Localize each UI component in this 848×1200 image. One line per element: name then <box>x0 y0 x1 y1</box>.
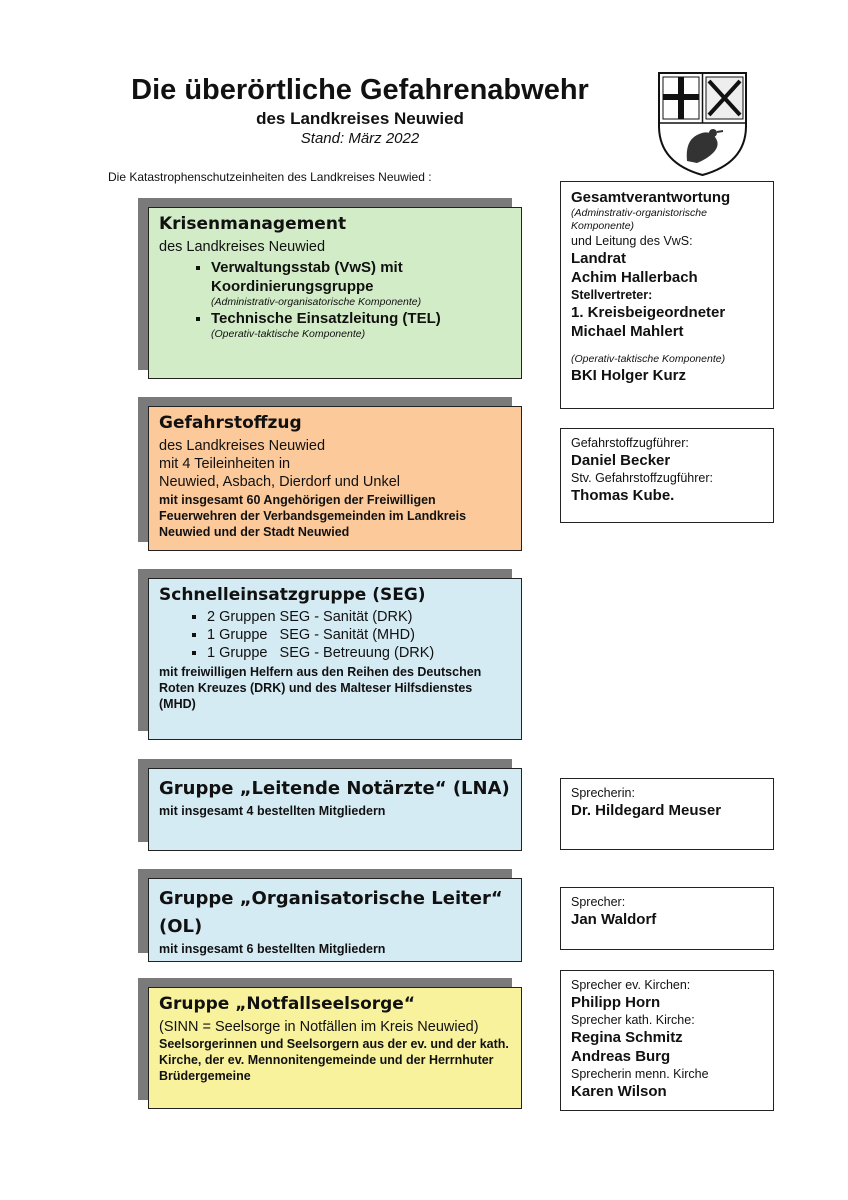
contact-name: Philipp Horn <box>571 994 661 1011</box>
contact-role: 1. Kreisbeigeordneter <box>571 304 726 321</box>
contact-note: (Operativ-taktische Komponente) <box>571 353 726 365</box>
contact-name: Dr. Hildegard Meuser <box>571 802 722 819</box>
contact-name: Karen Wilson <box>571 1083 667 1100</box>
status-date: Stand: März 2022 <box>300 130 420 147</box>
contact-name: Daniel Becker <box>571 452 671 469</box>
contact-gefahrstoffzug <box>560 428 774 523</box>
unit-subtitle: (SINN = Seelsorge in Notfällen im Kreis Neuwied) <box>159 1019 479 1035</box>
list-item <box>211 309 511 341</box>
contact-ol <box>560 887 774 950</box>
unit-title: Gruppe „Organisatorische Leiter“ (OL) <box>159 888 503 937</box>
contact-label: Sprecher kath. Kirche: <box>571 1013 695 1027</box>
list-item-label: Technische Einsatzleitung (TEL) <box>211 310 441 327</box>
unit-line: mit 4 Teileinheiten in <box>159 456 291 472</box>
unit-seg <box>148 578 522 740</box>
list-item: ▪ 2 Gruppen SEG - Sanität (DRK) <box>207 608 511 626</box>
list-item <box>211 258 511 309</box>
contact-name: Andreas Burg <box>571 1048 671 1065</box>
list-item-note: (Operativ-taktische Komponente) <box>211 328 366 340</box>
contact-label: Stv. Gefahrstoffzugführer: <box>571 471 713 485</box>
contact-label: Stellvertreter: <box>571 288 653 302</box>
unit-line: des Landkreises Neuwied <box>159 438 326 454</box>
page-title: Die überörtliche Gefahrenabwehr <box>131 74 589 106</box>
unit-title: Gruppe „Notfallseelsorge“ <box>159 994 416 1014</box>
unit-subtitle: des Landkreises Neuwied <box>159 239 326 255</box>
coat-of-arms-icon <box>657 71 748 177</box>
contact-label: Sprecherin: <box>571 786 635 800</box>
unit-title: Schnelleinsatzgruppe (SEG) <box>159 585 426 605</box>
contact-label: Sprecherin menn. Kirche <box>571 1067 709 1081</box>
unit-description: mit freiwilligen Helfern aus den Reihen des Deutschen Roten Kreuzes (DRK) und des Malteser Hilfsdienstes (MHD) <box>159 665 482 711</box>
unit-title: Krisenmanagement <box>159 214 347 234</box>
unit-title: Gruppe „Leitende Notärzte“ (LNA) <box>159 778 510 799</box>
intro-text: Die Katastrophenschutzeinheiten des Landkreises Neuwied : <box>108 170 432 184</box>
unit-description: Seelsorgerinnen und Seelsorgern aus der ev. und der kath. Kirche, der ev. Mennonitengemeinde und der Herrnhuter Brüdergemeine <box>159 1037 509 1083</box>
list-item: ▪ 1 Gruppe SEG - Betreuung (DRK) <box>207 644 511 662</box>
contact-name: BKI Holger Kurz <box>571 367 687 384</box>
list-item: ▪ 1 Gruppe SEG - Sanität (MHD) <box>207 626 511 644</box>
unit-description: mit insgesamt 60 Angehörigen der Freiwilligen Feuerwehren der Verbandsgemeinden im Landkreis Neuwied und der Stadt Neuwied <box>159 493 467 539</box>
contact-name: Regina Schmitz <box>571 1029 683 1046</box>
unit-notfallseelsorge <box>148 987 522 1109</box>
unit-ol <box>148 878 522 962</box>
unit-gefahrstoffzug <box>148 406 522 551</box>
list-item-note: (Administrativ-organisatorische Komponente) <box>211 296 422 308</box>
unit-lna <box>148 768 522 851</box>
contact-notfallseelsorge <box>560 970 774 1111</box>
contact-name: Michael Mahlert <box>571 323 684 340</box>
unit-krisenmanagement <box>148 207 522 379</box>
unit-title: Gefahrstoffzug <box>159 413 302 433</box>
contact-label: Gefahrstoffzugführer: <box>571 436 689 450</box>
contact-label: Sprecher: <box>571 895 626 909</box>
contact-label: Sprecher ev. Kirchen: <box>571 978 691 992</box>
list-item-label: Verwaltungsstab (VwS) mit Koordinierungsgruppe <box>211 259 403 295</box>
contact-role: Landrat <box>571 250 627 267</box>
contact-name: Thomas Kube. <box>571 487 675 504</box>
contact-gesamtverantwortung <box>560 181 774 409</box>
unit-description: mit insgesamt 4 bestellten Mitgliedern <box>159 804 386 818</box>
contact-name: Jan Waldorf <box>571 911 657 928</box>
contact-heading: Gesamtverantwortung <box>571 189 731 206</box>
contact-lna <box>560 778 774 850</box>
unit-line: Neuwied, Asbach, Dierdorf und Unkel <box>159 474 400 490</box>
contact-name: Achim Hallerbach <box>571 269 698 286</box>
page-subtitle: des Landkreises Neuwied <box>256 109 464 128</box>
contact-note: (Adminstrativ-organistorische Komponente) <box>571 207 707 232</box>
contact-label: und Leitung des VwS: <box>571 234 693 248</box>
unit-description: mit insgesamt 6 bestellten Mitgliedern <box>159 942 386 956</box>
